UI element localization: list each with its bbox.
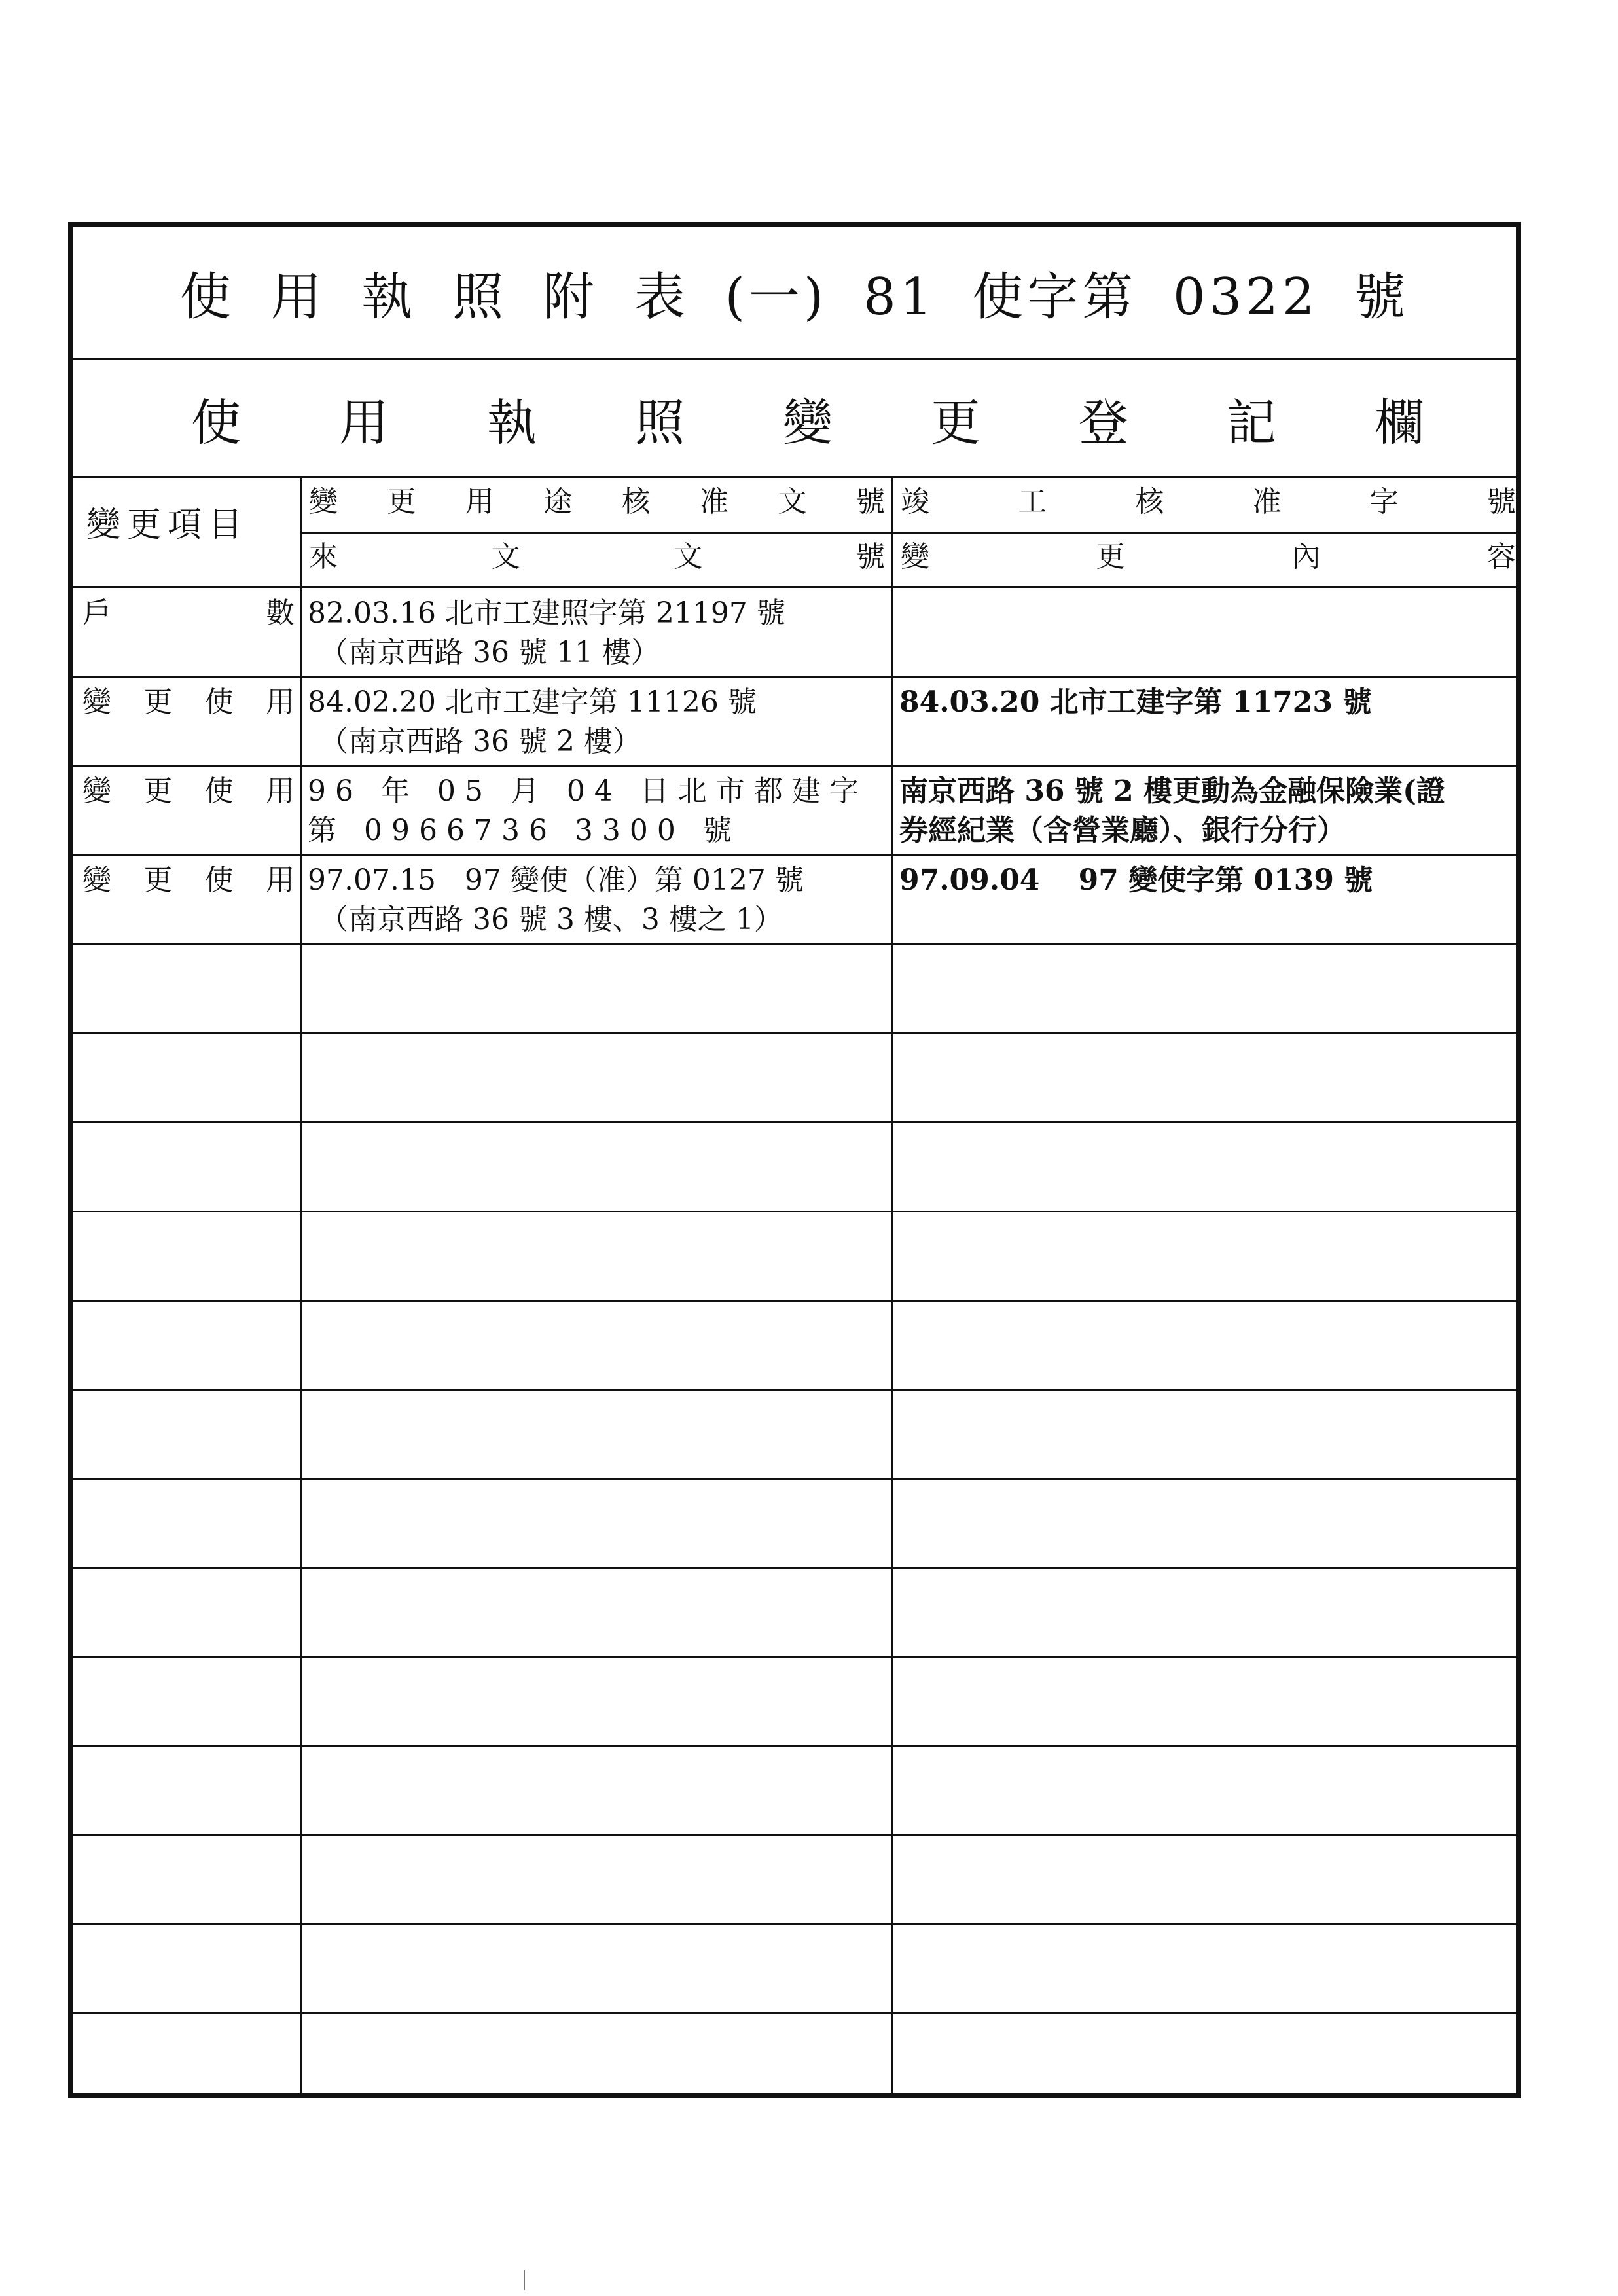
divider (300, 532, 1516, 534)
header-char: 核 (1135, 485, 1164, 519)
header-char: 文 (674, 540, 703, 574)
column-divider (891, 476, 893, 2093)
subtitle-char: 記 (1227, 393, 1276, 452)
subtitle-char: 使 (191, 393, 241, 452)
header-incoming-doc-no (309, 538, 885, 577)
doc-line: （南京西路 36 號 11 樓） (319, 636, 660, 669)
row-completion (899, 861, 1515, 900)
header-approval-doc-no (309, 483, 885, 522)
header-char: 核 (621, 485, 651, 519)
item-char: 用 (265, 774, 295, 808)
row-divider (73, 943, 1516, 945)
subtitle-char: 更 (931, 393, 980, 452)
header-char: 號 (1486, 485, 1516, 519)
subtitle-char: 變 (783, 393, 833, 452)
subtitle-char: 欄 (1375, 393, 1424, 452)
row-divider (73, 676, 1516, 678)
item-char: 數 (266, 596, 295, 630)
item-char: 使 (204, 685, 234, 719)
header-char: 內 (1291, 540, 1321, 574)
header-char: 號 (855, 540, 885, 574)
doc-line: 96 年 05 月 04 日北市都建字 (308, 774, 868, 808)
item-char: 更 (143, 864, 173, 897)
row-item (82, 861, 295, 900)
divider (73, 358, 1516, 360)
item-char: 變 (82, 774, 111, 808)
header-completion-approval-no (901, 483, 1516, 522)
item-char: 使 (204, 774, 234, 808)
license-form (68, 222, 1521, 2098)
item-char: 戶 (82, 596, 111, 630)
doc-line: 84.02.20 北市工建字第 11126 號 (308, 685, 757, 719)
row-divider (73, 1300, 1516, 1302)
subtitle-char: 照 (635, 393, 685, 452)
scan-mark (524, 2270, 525, 2290)
header-char: 准 (700, 485, 729, 519)
header-char: 用 (465, 485, 494, 519)
item-char: 用 (265, 864, 295, 897)
header-char: 更 (387, 485, 416, 519)
row-divider (73, 1567, 1516, 1569)
form-subtitle (191, 361, 1424, 476)
row-completion (899, 683, 1515, 722)
doc-line: （南京西路 36 號 2 樓） (319, 725, 641, 758)
row-divider (73, 2012, 1516, 2014)
header-change-item: 變更項目 (86, 505, 249, 545)
header-char: 來 (309, 540, 338, 574)
item-char: 變 (82, 685, 111, 719)
row-doc-no (308, 772, 884, 850)
header-char: 文 (491, 540, 520, 574)
column-divider (300, 476, 302, 2093)
form-title (73, 227, 1516, 358)
row-doc-no (308, 594, 884, 672)
subtitle-char: 執 (487, 393, 537, 452)
header-char: 變 (901, 540, 929, 574)
completion-line: 84.03.20 北市工建字第 11723 號 (899, 685, 1372, 719)
row-doc-no (308, 861, 884, 939)
item-char: 使 (204, 864, 234, 897)
item-char: 更 (143, 774, 173, 808)
header-char: 字 (1369, 485, 1399, 519)
header-char: 途 (543, 485, 573, 519)
completion-line: 南京西路 36 號 2 樓更動為金融保險業(證 (899, 774, 1445, 808)
header-char: 工 (1018, 485, 1047, 519)
form-title-text: 使 用 執 照 附 表 (一) 81 使字第 0322 號 (179, 268, 1410, 327)
subtitle-char: 用 (339, 393, 389, 452)
doc-line: 82.03.16 北市工建照字第 21197 號 (308, 596, 785, 630)
header-char: 文 (778, 485, 807, 519)
row-divider (73, 1032, 1516, 1034)
row-divider (73, 1389, 1516, 1391)
header-char: 更 (1096, 540, 1125, 574)
doc-line: 97.07.15 97 變使（准）第 0127 號 (308, 864, 804, 897)
row-item (82, 594, 295, 633)
row-completion (899, 772, 1515, 850)
row-divider (73, 1834, 1516, 1836)
row-doc-no (308, 683, 884, 761)
row-divider (73, 1478, 1516, 1480)
divider (73, 586, 1516, 588)
row-divider (73, 854, 1516, 856)
item-char: 用 (265, 685, 295, 719)
doc-line: （南京西路 36 號 3 樓、3 樓之 1） (319, 903, 783, 936)
completion-line: 97.09.04 97 變使字第 0139 號 (899, 864, 1373, 897)
row-divider (73, 1656, 1516, 1658)
header-change-content (901, 538, 1516, 577)
row-divider (73, 1745, 1516, 1747)
header-char: 竣 (901, 485, 929, 519)
completion-line: 券經紀業（含營業廳）、銀行分行） (899, 814, 1346, 847)
divider (73, 476, 1516, 478)
doc-line: 第 0966736 3300 號 (308, 814, 741, 847)
row-item (82, 772, 295, 811)
header-char: 號 (855, 485, 885, 519)
header-char: 准 (1252, 485, 1282, 519)
header-char: 容 (1486, 540, 1516, 574)
header-char: 變 (309, 485, 338, 519)
row-divider (73, 765, 1516, 767)
row-divider (73, 1211, 1516, 1212)
subtitle-char: 登 (1079, 393, 1128, 452)
row-item (82, 683, 295, 722)
item-char: 更 (143, 685, 173, 719)
item-char: 變 (82, 864, 111, 897)
row-divider (73, 1121, 1516, 1123)
row-divider (73, 1923, 1516, 1925)
